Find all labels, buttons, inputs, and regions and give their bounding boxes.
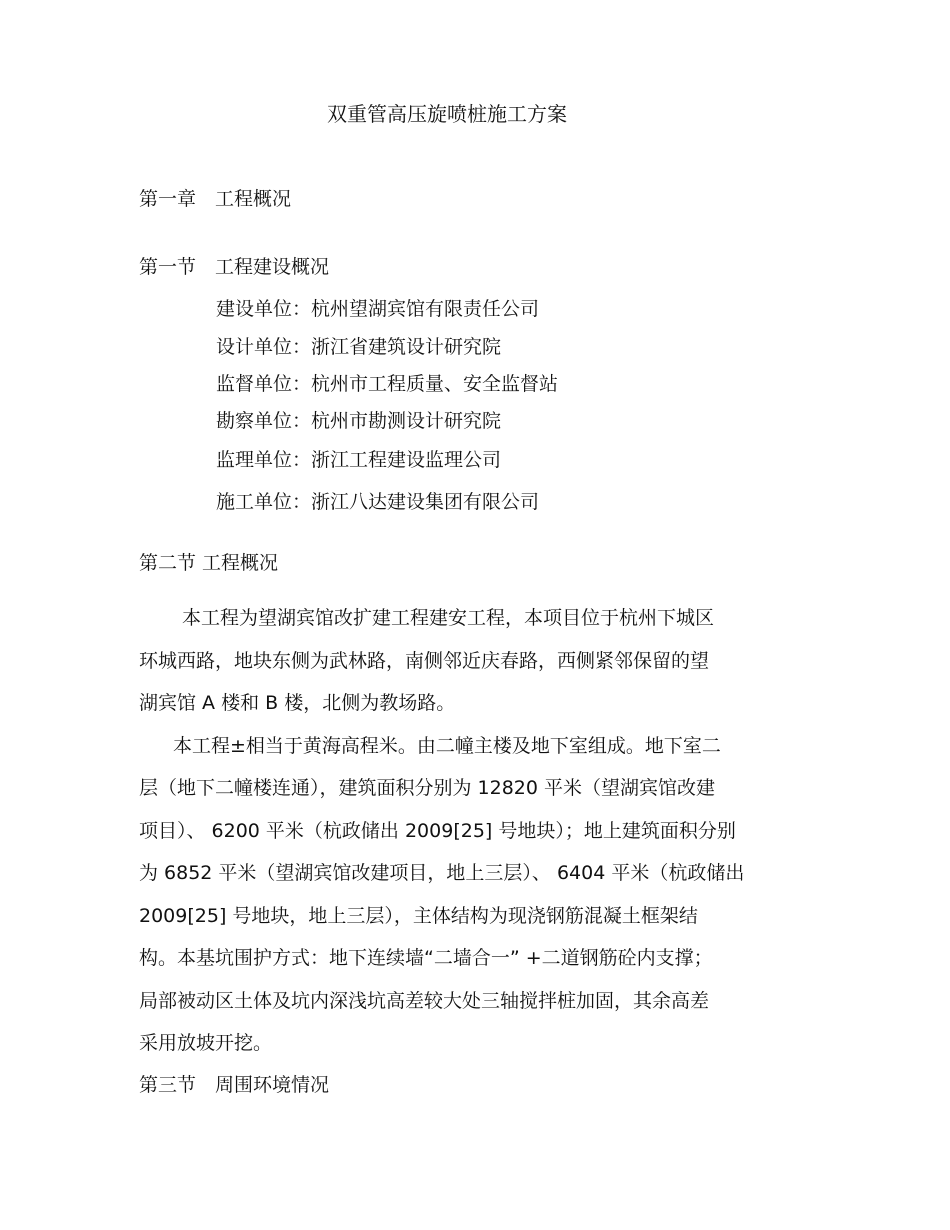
paragraph-line: 湖宾馆 A 楼和 B 楼，北侧为教场路。 xyxy=(139,692,456,714)
paragraph-line: 构。本基坑围护方式：地下连续墙“二墙合一” +二道钢筋砼内支撑； xyxy=(139,947,713,969)
paragraph-line: 局部被动区土体及坑内深浅坑高差较大处三轴搅拌桩加固，其余高差 xyxy=(139,990,710,1012)
info-line: 设计单位：浙江省建筑设计研究院 xyxy=(216,336,502,358)
info-line: 施工单位：浙江八达建设集团有限公司 xyxy=(216,491,540,513)
paragraph-line: 为 6852 平米（望湖宾馆改建项目，地上三层）、 6404 平米（杭政储出 xyxy=(139,862,745,884)
paragraph-line: 层（地下二幢楼连通），建筑面积分别为 12820 平米（望湖宾馆改建 xyxy=(139,777,716,799)
chapter-heading: 第一章 工程概况 xyxy=(139,188,292,210)
paragraph-line: 采用放坡开挖。 xyxy=(139,1032,273,1054)
paragraph-line: 项目）、 6200 平米（杭政储出 2009[25] 号地块）；地上建筑面积分别 xyxy=(139,820,736,842)
paragraph-line: 本工程±相当于黄海高程米。由二幢主楼及地下室组成。地下室二 xyxy=(173,735,721,757)
info-line: 勘察单位：杭州市勘测设计研究院 xyxy=(216,410,502,432)
info-line: 监理单位：浙江工程建设监理公司 xyxy=(216,449,502,471)
info-line: 建设单位：杭州望湖宾馆有限责任公司 xyxy=(216,298,540,320)
section-heading: 第二节 工程概况 xyxy=(139,552,279,574)
document-title: 双重管高压旋喷桩施工方案 xyxy=(327,102,567,126)
section-heading: 第一节 工程建设概况 xyxy=(139,256,330,278)
info-line: 监督单位：杭州市工程质量、安全监督站 xyxy=(216,373,559,395)
section-heading: 第三节 周围环境情况 xyxy=(139,1074,330,1096)
paragraph-line: 环城西路，地块东侧为武林路，南侧邻近庆春路，西侧紧邻保留的望 xyxy=(139,650,710,672)
paragraph-line: 本工程为望湖宾馆改扩建工程建安工程，本项目位于杭州下城区 xyxy=(182,607,715,629)
paragraph-line: 2009[25] 号地块，地上三层），主体结构为现浇钢筋混凝土框架结 xyxy=(139,905,698,927)
